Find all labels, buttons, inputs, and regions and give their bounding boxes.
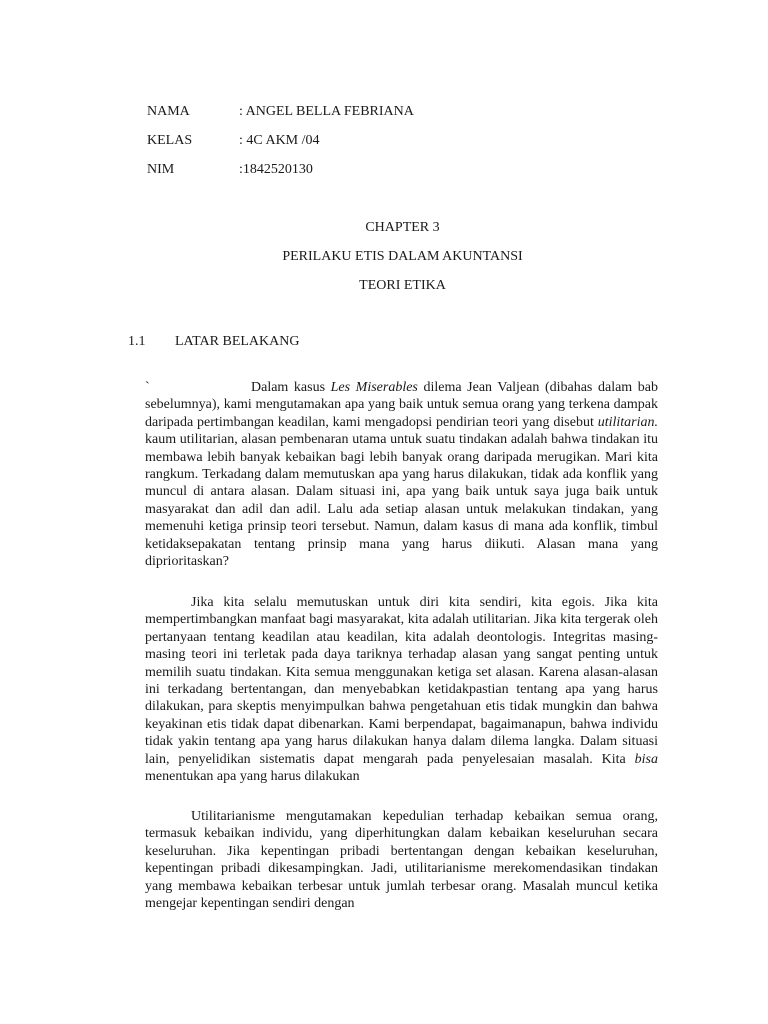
chapter-topic: TEORI ETIKA xyxy=(359,278,446,293)
p1-text-c: kaum utilitarian, alasan pembenaran utama untuk suatu tindakan adalah bahwa tindakan itu membawa lebih banyak kebaikan bagi lebih banyak orang daripada merugikan. Mari kita rangkum. Terkadang dalam memutuskan apa yang harus dilakukan, tidak ada konflik yang muncul di antara alasan. Dalam situasi ini, apa yang baik untuk saya juga baik untuk masyarakat dan adil dan adil. Lalu ada setiap alasan untuk melakukan tindakan, yang memenuhi ketiga prinsip teori tersebut. Namun, dalam kasus di mana ada konflik, timbul ketidaksepakatan tentang prinsip mana yang harus diikuti. Alasan mana yang diprioritaskan? xyxy=(145,432,658,570)
paragraph-1 xyxy=(145,379,658,570)
paragraph-2 xyxy=(145,594,658,785)
p2-italic: bisa xyxy=(634,751,658,767)
p2-text-b: menentukan apa yang harus dilakukan xyxy=(145,769,360,785)
nim-value: :1842520130 xyxy=(239,162,313,177)
class-label: KELAS xyxy=(147,133,193,148)
header-name-row xyxy=(147,103,414,121)
name-value: : ANGEL BELLA FEBRIANA xyxy=(239,104,414,119)
name-label: NAMA xyxy=(147,104,190,119)
p2-text-a: Jika kita selalu memutuskan untuk diri kita sendiri, kita egois. Jika kita mempertimbangkan manfaat bagi masyarakat, kita adalah utilitarian. Jika kita tergerak oleh pertanyaan tentang keadilan atau keadilan, kita adalah deontologis. Integritas masing-masing teori ini terletak pada daya tariknya terhadap alasan yang sangat penting untuk memilih suatu tindakan. Kita semua menggunakan ketiga set alasan. Karena alasan-alasan ini terkadang bertentangan, dan menyebabkan ketidakpastian tentang apa yang harus dilakukan, para skeptis menyimpulkan bahwa pengetahuan etis tidak mungkin dan bahwa keyakinan etis tidak dapat dibenarkan. Kami berpendapat, bagaimanapun, bahwa individu tidak yakin tentang apa yang harus dilakukan hanya dalam dilema langka. Dalam situasi lain, penyelidikan sistematis dapat mengarah pada penyelesaian masalah. Kita xyxy=(145,595,658,767)
chapter-title: CHAPTER 3 xyxy=(365,220,440,235)
p1-text-a: Dalam kasus xyxy=(251,380,331,395)
header-nim-row xyxy=(147,161,313,179)
tab-mark: ` xyxy=(145,380,150,395)
p1-text-b: dilema Jean Valjean (dibahas dalam bab sebelumnya), kami mengutamakan apa yang baik untuk semua orang yang terkena dampak daripada pertimbangan keadilan, kami mengadopsi pendirian teori yang disebut xyxy=(145,380,658,430)
p1-italic-title: Les Miserables xyxy=(330,380,418,395)
section-title: LATAR BELAKANG xyxy=(175,334,300,349)
p1-italic-term: utilitarian. xyxy=(597,414,658,430)
chapter-subtitle: PERILAKU ETIS DALAM AKUNTANSI xyxy=(282,249,523,264)
header-class-row xyxy=(147,132,320,150)
nim-label: NIM xyxy=(147,162,175,177)
section-number: 1.1 xyxy=(128,334,146,349)
class-value: : 4C AKM /04 xyxy=(239,133,320,148)
paragraph-3 xyxy=(145,808,658,912)
p3-text-a: Utilitarianisme mengutamakan kepedulian terhadap kebaikan semua orang, termasuk kebaikan individu, yang diperhitungkan dalam kebaikan keseluruhan secara keseluruhan. Jika kepentingan pribadi bertentangan dengan kebaikan keseluruhan, kepentingan pribadi dikesampingkan. Jadi, utilitarianisme merekomendasikan tindakan yang membawa kebaikan terbesar untuk jumlah terbesar orang. Masalah muncul ketika mengejar kepentingan sendiri dengan xyxy=(145,809,658,912)
